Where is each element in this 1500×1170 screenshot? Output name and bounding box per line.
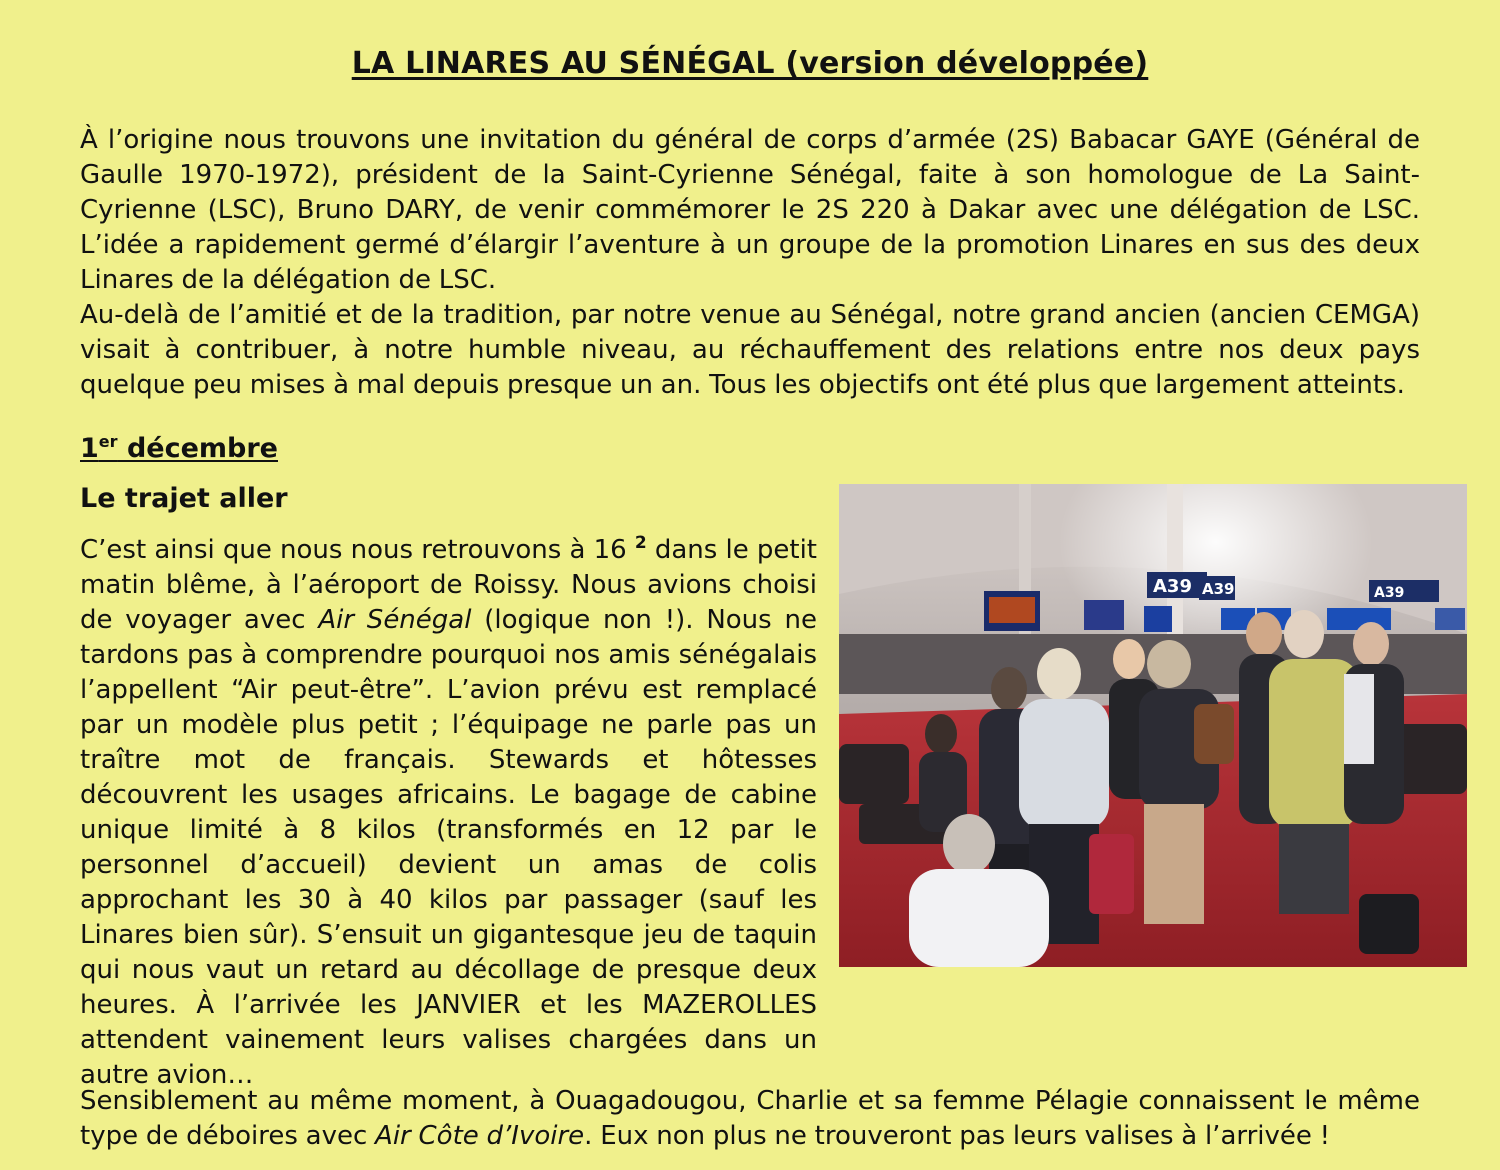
trip-text-column [80,526,817,1093]
airport-photo [839,484,1467,967]
date-heading [80,423,1420,468]
gate-sign-label: A39 [1153,576,1192,597]
page-title: LA LINARES AU SÉNÉGAL (version développée) [351,46,1149,81]
section-subheading: Le trajet aller [80,483,288,514]
gate-sign-label-2: A39 [1202,580,1235,598]
trip-text-c: (logique non !). Nous ne tardons pas à comprendre pourquoi nos amis sénégalais l’appellent “Air peut-être”. L’avion prévu est remplacé par un modèle plus petit ; l’équipage ne parle pas un traître mot de français. Stewards et hôtesses découvrent les usages africains. Le bagage de cabine unique limité à 8 kilos (transformés en 12 par le personnel d’accueil) devient un amas de colis approchant les 30 à 40 kilos par passager (sauf les Linares bien sûr). S’ensuit un gigantesque jeu de taquin qui nous vaut un retard au décollage de presque deux heures. À l’arrivée les JANVIER et les MAZEROLLES attendent vainement leurs valises chargées dans un autre avion… [80,605,817,1090]
airport-photo-illustration [839,484,1467,967]
trip-section [80,526,1420,1090]
closing-airline: Air Côte d’Ivoire [375,1121,585,1151]
closing-paragraph [80,1084,1420,1154]
date-superscript: er [98,432,118,451]
screen-2 [1084,600,1124,630]
screen-3 [1144,606,1172,632]
closing-text-b: . Eux non plus ne trouveront pas leurs valises à l’arrivée ! [584,1121,1331,1151]
trip-text-a: C’est ainsi que nous nous retrouvons à 16 [80,535,635,565]
closing-text-a: Sensiblement au même moment, à Ouagadougou, Charlie et sa femme Pélagie connaissent le même type de déboires avec [80,1086,1420,1151]
gate-sign-label-3: A39 [1374,585,1405,601]
date-day: 1 [80,433,99,464]
date-month: décembre [117,433,278,464]
intro-paragraph-2: Au-delà de l’amitié et de la tradition, par notre venue au Sénégal, notre grand ancien (ancien CEMGA) visait à contribuer, à notre humble niveau, au réchauffement des relations entre nos deux pays quelque peu mises à mal depuis presque un an. Tous les objectifs ont été plus que largement atteints. [80,300,1420,400]
intro-paragraph-1: À l’origine nous trouvons une invitation du général de corps d’armée (2S) Babacar GAYE (Général de Gaulle 1970-1972), président de la Saint-Cyrienne Sénégal, faite à son homologue de La Saint-Cyrienne (LSC), Bruno DARY, de venir commémorer le 2S 220 à Dakar avec une délégation de LSC. L’idée a rapidement germé d’élargir l’aventure à un groupe de la promotion Linares en sus des deux Linares de la délégation de LSC. [80,125,1420,295]
airline-name: Air Sénégal [318,605,472,635]
trip-text-b: dans le petit matin blême, à l’aéroport de Roissy. Nous avions choisi de voyager avec [80,535,818,635]
document-page [80,40,1420,1154]
trip-paragraph [80,526,817,1093]
footnote-marker: 2 [634,533,647,553]
